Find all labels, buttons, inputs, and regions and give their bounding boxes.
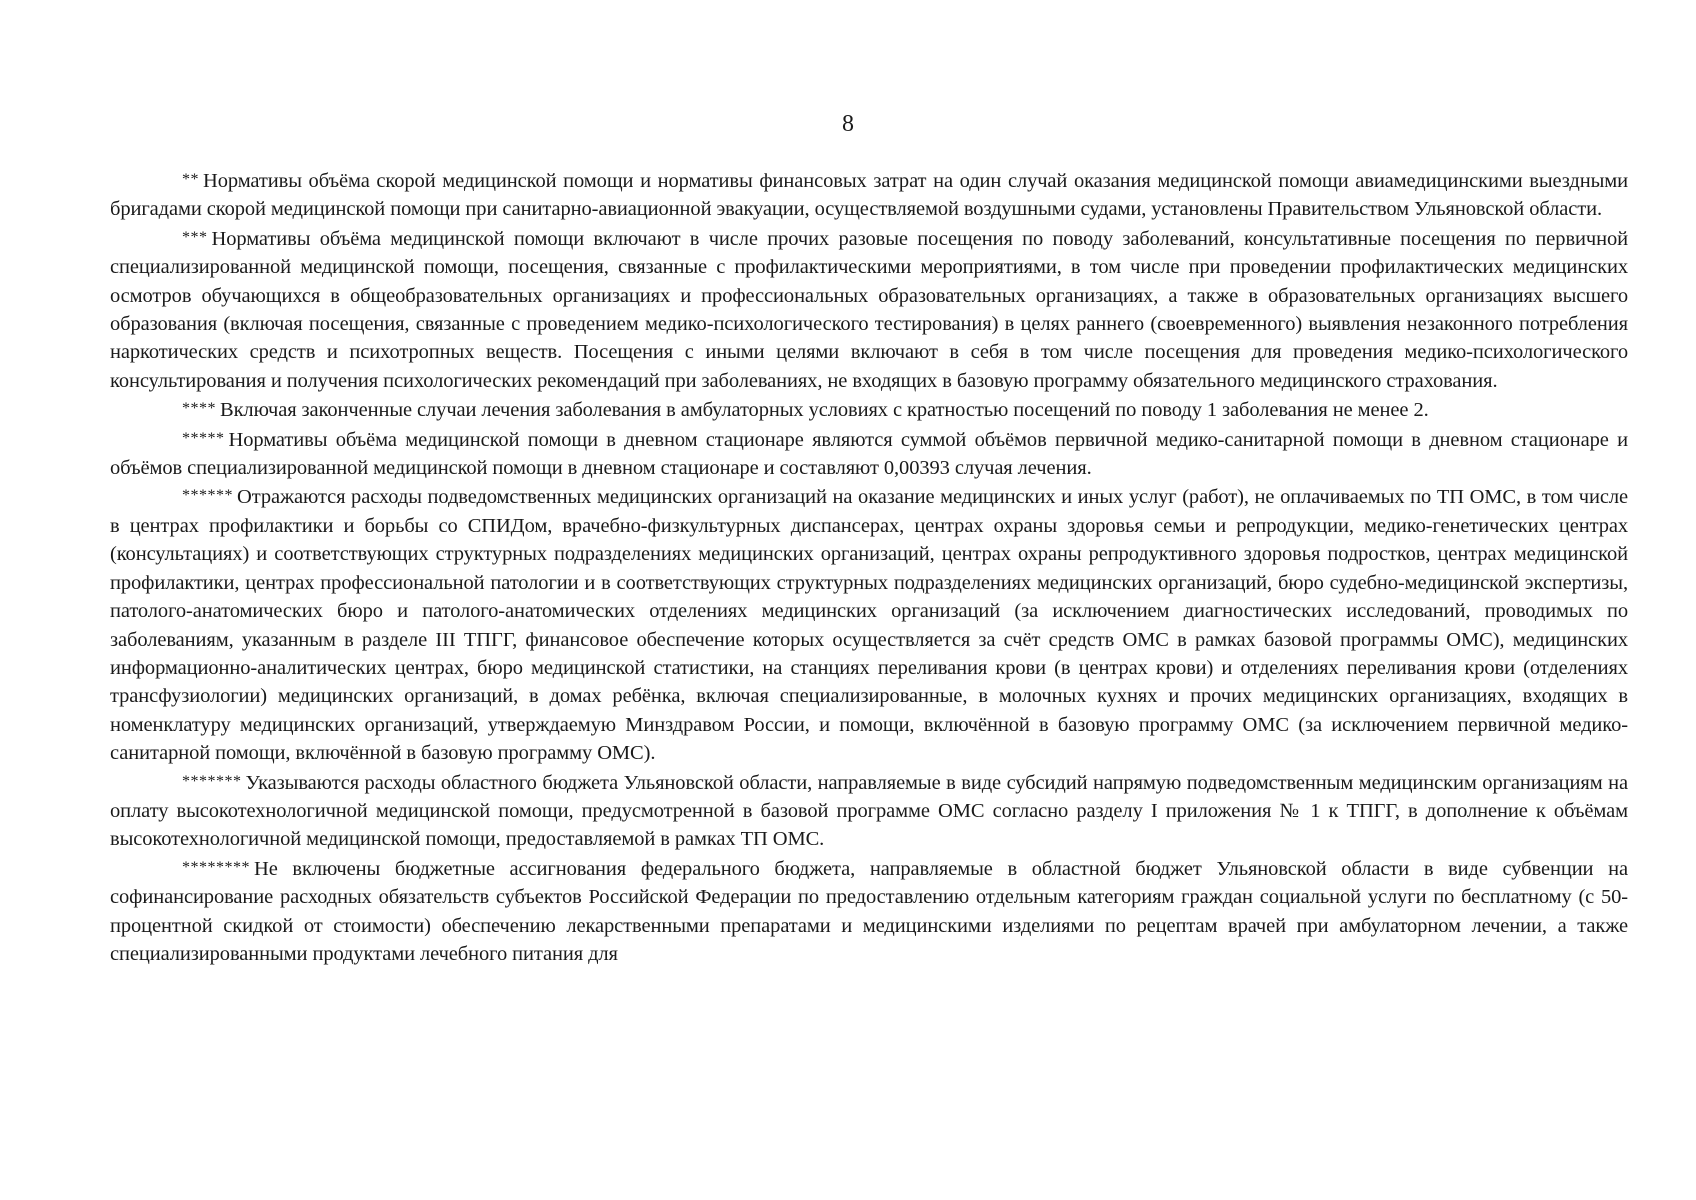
- footnote-3: [110, 224, 1628, 395]
- footnote-marker: ****: [182, 400, 216, 418]
- footnote-text: Включая законченные случаи лечения заболевания в амбулаторных условиях с кратностью посещений по поводу 1 заболевания не менее 2.: [220, 399, 1429, 422]
- footnote-marker: **: [182, 171, 199, 188]
- footnote-7: [110, 768, 1628, 854]
- footnote-6: [110, 482, 1628, 767]
- footnote-text: Не включены бюджетные ассигнования федерального бюджета, направляемые в областной бюджет Ульяновской области в виде субвенции на софинансирование расходных обязательств субъектов Российской Федерации по предоставлению отдельным категориям граждан социальной услуги по бесплатному (с 50-процентной скидкой от стоимости) обеспечению лекарственными препаратами и медицинскими изделиями по рецептам врачей при амбулаторном лечении, а также специализированными продуктами лечебного питания для: [110, 857, 1628, 965]
- footnote-4: [110, 395, 1628, 424]
- footnote-marker: ***: [182, 228, 208, 246]
- footnote-text: Отражаются расходы подведомственных медицинских организаций на оказание медицинских и иных услуг (работ), не оплачиваемых по ТП ОМС, в том числе в центрах профилактики и борьбы со СПИДом, врачебно-физкультурных диспансерах, центрах охраны здоровья семьи и репродукции, медико-генетических центрах (консультациях) и соответствующих структурных подразделениях медицинских организаций, центрах охраны репродуктивного здоровья подростков, центрах медицинской профилактики, центрах профессиональной патологии и в соответствующих структурных подразделениях медицинских организаций, бюро судебно-медицинской экспертизы, патолого-анатомических бюро и патолого-анатомических отделениях медицинских организаций (за исключением диагностических исследований, проводимых по заболеваниям, указанным в разделе III ТПГГ, финансовое обеспечение которых осуществляется за счёт средств ОМС в рамках базовой программы ОМС), медицинских информационно-аналитических центрах, бюро медицинской статистики, на станциях переливания крови (в центрах крови) и отделениях переливания крови (отделениях трансфузиологии) медицинских организаций, в домах ребёнка, включая специализированные, в молочных кухнях и прочих медицинских организациях, входящих в номенклатуру медицинских организаций, утверждаемую Минздравом России, и помощи, включённой в базовую программу ОМС (за исключением первичной медико-санитарной помощи, включённой в базовую программу ОМС).: [110, 486, 1628, 765]
- footnote-8: [110, 854, 1628, 969]
- footnote-marker: *****: [182, 429, 225, 447]
- footnote-text: Нормативы объёма медицинской помощи включают в числе прочих разовые посещения по поводу заболеваний, консультативные посещения по первичной специализированной медицинской помощи, посещения, связанные с профилактическими мероприятиями, в том числе при проведении профилактических медицинских осмотров обучающихся в общеобразовательных организациях и профессиональных образовательных организациях, а также в образовательных организациях высшего образования (включая посещения, связанные с проведением медико-психологического тестирования) в целях раннего (своевременного) выявления незаконного потребления наркотических средств и психотропных веществ. Посещения с иными целями включают в себя в том числе посещения для проведения медико-психологического консультирования и получения психологических рекомендаций при заболеваниях, не входящих в базовую программу обязательного медицинского страхования.: [110, 227, 1628, 392]
- footnotes-list: [110, 166, 1628, 968]
- footnote-marker: ******: [182, 487, 233, 505]
- footnote-text: Указываются расходы областного бюджета Ульяновской области, направляемые в виде субсидий напрямую подведомственным медицинским организациям на оплату высокотехнологичной медицинской помощи, предусмотренной в базовой программе ОМС согласно разделу I приложения № 1 к ТПГГ, в дополнение к объёмам высокотехнологичной медицинской помощи, предоставляемой в рамках ТП ОМС.: [110, 771, 1628, 851]
- footnote-text: Нормативы объёма медицинской помощи в дневном стационаре являются суммой объёмов первичной медико-санитарной помощи в дневном стационаре и объёмов специализированной медицинской помощи в дневном стационаре и составляют 0,00393 случая лечения.: [110, 428, 1628, 480]
- page-number: 8: [842, 111, 854, 137]
- footnote-5: [110, 425, 1628, 483]
- footnote-2: [110, 166, 1628, 224]
- footnote-marker: *******: [182, 772, 242, 790]
- footnote-text: Нормативы объёма скорой медицинской помощи и нормативы финансовых затрат на один случай оказания медицинской помощи авиамедицинскими выездными бригадами скорой медицинской помощи при санитарно-авиационной эвакуации, осуществляемой воздушными судами, установлены Правительством Ульяновской области.: [110, 170, 1628, 221]
- footnote-marker: ********: [182, 858, 250, 876]
